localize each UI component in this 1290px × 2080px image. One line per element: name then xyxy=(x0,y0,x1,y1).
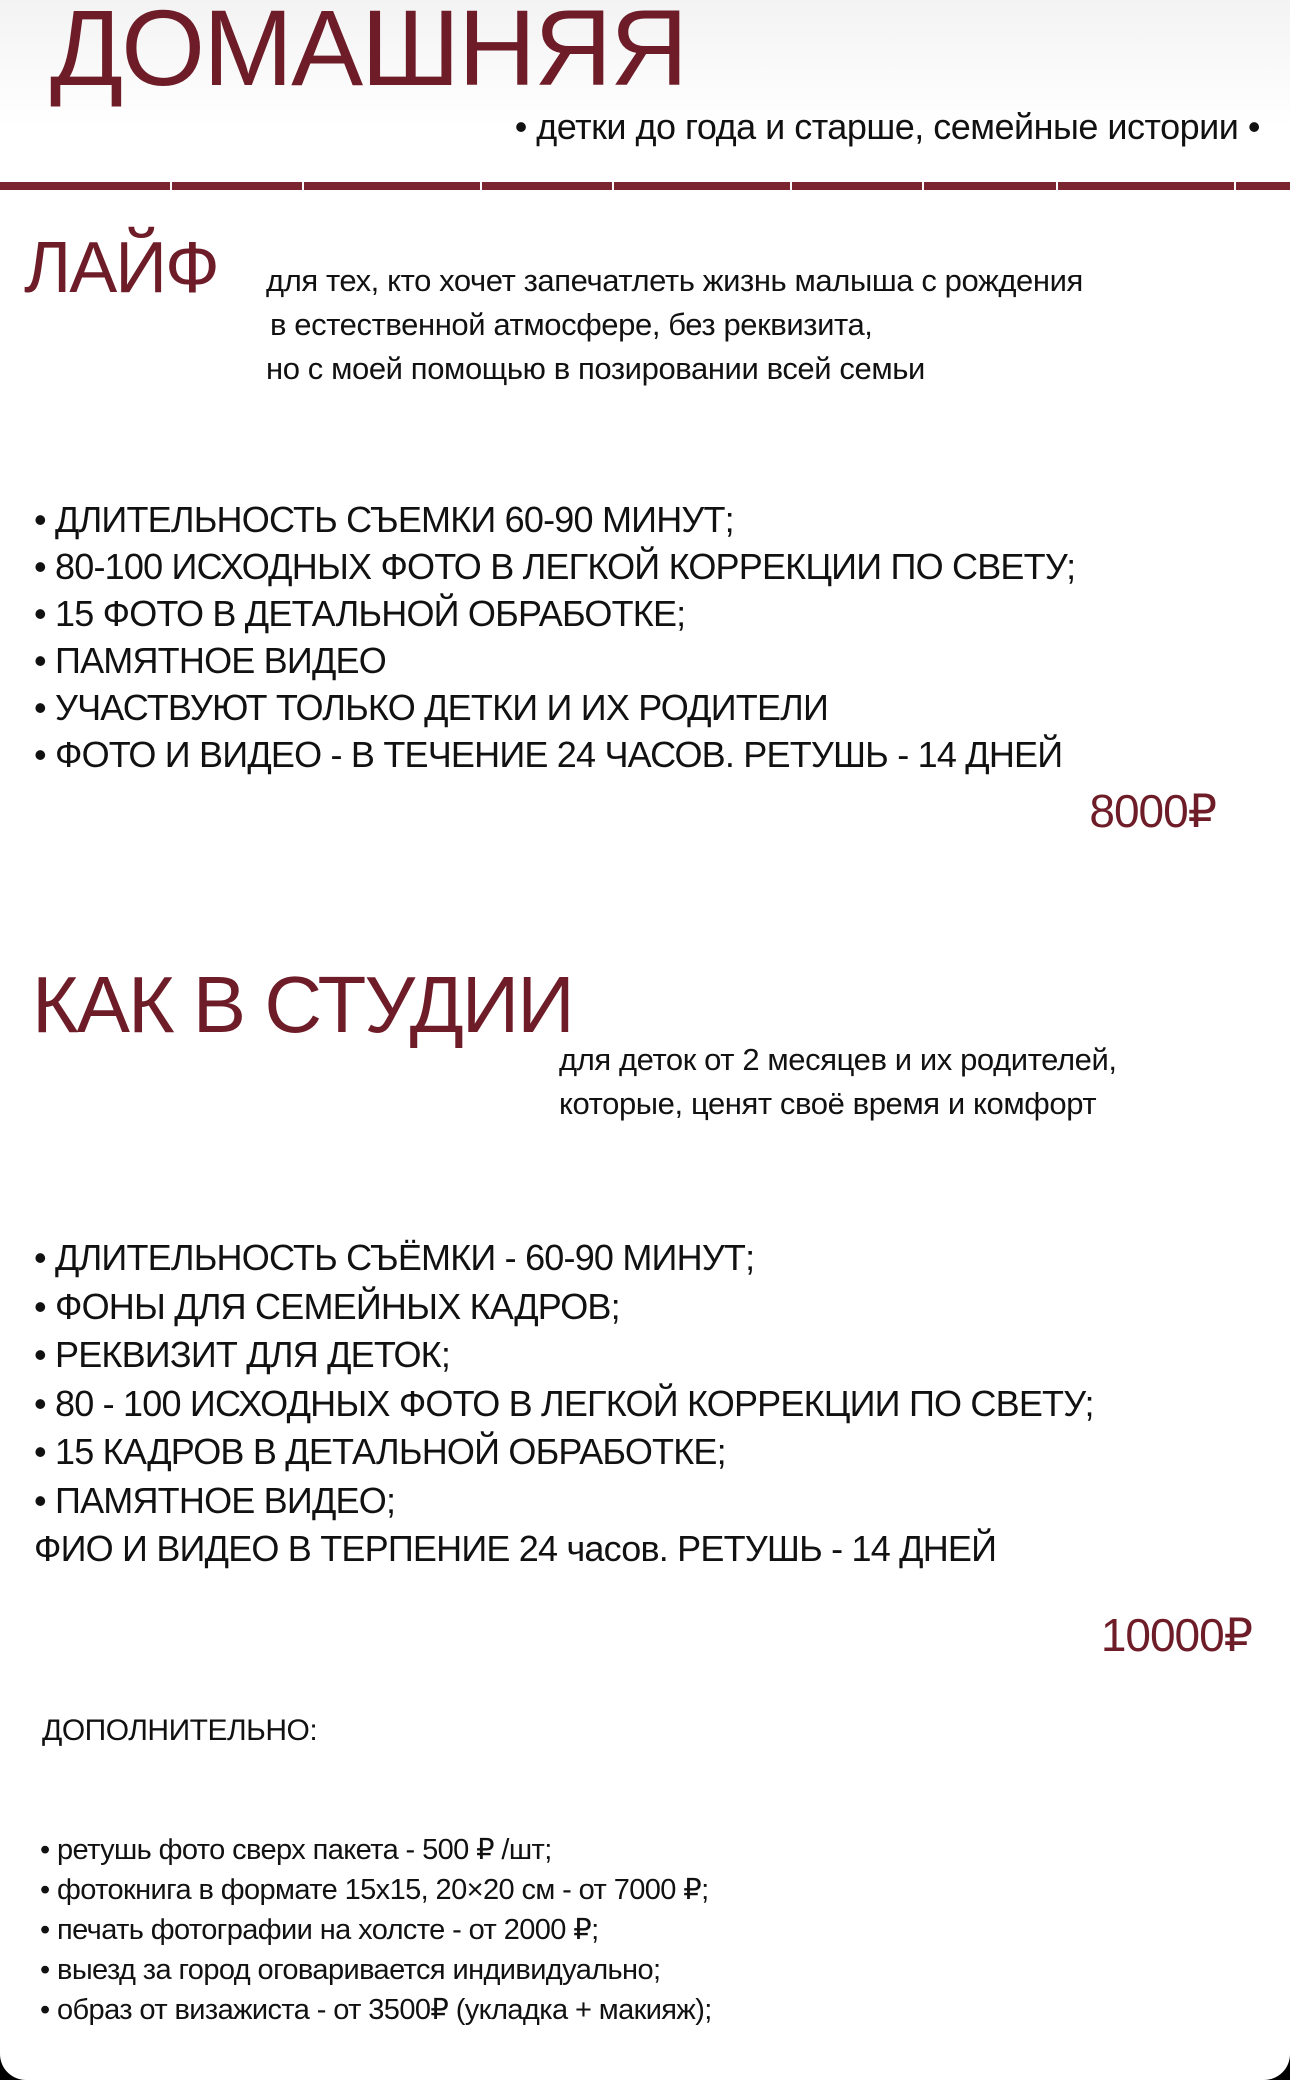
header-divider xyxy=(0,182,1290,190)
list-item: • печать фотографии на холсте - от 2000 ₽; xyxy=(40,1914,599,1946)
studio-description-line: которые, ценят своё время и комфорт xyxy=(559,1086,1097,1121)
life-description-line: в естественной атмосфере, без реквизита, xyxy=(270,307,873,342)
list-item: • УЧАСТВУЮТ ТОЛЬКО ДЕТКИ И ИХ РОДИТЕЛИ xyxy=(34,687,829,728)
life-description-line: для тех, кто хочет запечатлеть жизнь малыша с рождения xyxy=(266,263,1083,298)
list-item: • ФОНЫ ДЛЯ СЕМЕЙНЫХ КАДРОВ; xyxy=(34,1285,620,1327)
studio-title: КАК В СТУДИИ xyxy=(32,960,573,1049)
life-description xyxy=(266,259,1083,391)
life-price: 8000₽ xyxy=(1089,785,1216,837)
page-subtitle: • детки до года и старше, семейные истории • xyxy=(514,106,1260,147)
list-item: • 80-100 ИСХОДНЫХ ФОТО В ЛЕГКОЙ КОРРЕКЦИИ ПО СВЕТУ; xyxy=(34,546,1076,587)
studio-description-line: для деток от 2 месяцев и их родителей, xyxy=(559,1042,1117,1077)
extras-list xyxy=(40,1830,712,2030)
life-features-list xyxy=(34,496,1075,778)
list-item: ФИО И ВИДЕО В ТЕРПЕНИЕ 24 часов. РЕТУШЬ - 14 ДНЕЙ xyxy=(34,1528,997,1569)
page-title: ДОМАШНЯЯ xyxy=(50,0,687,108)
studio-price: 10000₽ xyxy=(1100,1609,1252,1661)
screen-corner xyxy=(0,2054,26,2080)
extras-title: ДОПОЛНИТЕЛЬНО: xyxy=(42,1714,318,1747)
list-item: • ФОТО И ВИДЕО - В ТЕЧЕНИЕ 24 ЧАСОВ. РЕТУШЬ - 14 ДНЕЙ xyxy=(34,734,1063,775)
studio-description xyxy=(559,1038,1117,1126)
list-item: • РЕКВИЗИТ ДЛЯ ДЕТОК; xyxy=(34,1334,451,1375)
list-item: • ПАМЯТНОЕ ВИДЕО xyxy=(34,640,386,681)
list-item: • ретушь фото сверх пакета - 500 ₽ /шт; xyxy=(40,1834,552,1866)
list-item: • выезд за город оговаривается индивидуально; xyxy=(40,1954,661,1986)
list-item: • фотокнига в формате 15х15, 20×20 см - от 7000 ₽; xyxy=(40,1874,709,1906)
life-title: ЛАЙФ xyxy=(24,228,218,308)
list-item: • 15 КАДРОВ В ДЕТАЛЬНОЙ ОБРАБОТКЕ; xyxy=(34,1431,726,1472)
list-item: • ДЛИТЕЛЬНОСТЬ СЪЕМКИ 60-90 МИНУТ; xyxy=(34,499,734,540)
studio-features-list xyxy=(34,1234,1094,1574)
list-item: • 80 - 100 ИСХОДНЫХ ФОТО В ЛЕГКОЙ КОРРЕКЦИИ ПО СВЕТУ; xyxy=(34,1382,1094,1424)
screen-corner xyxy=(1264,2054,1290,2080)
list-item: • образ от визажиста - от 3500₽ (укладка + макияж); xyxy=(40,1994,712,2026)
list-item: • ПАМЯТНОЕ ВИДЕО; xyxy=(34,1479,396,1521)
list-item: • ДЛИТЕЛЬНОСТЬ СЪЁМКИ - 60-90 МИНУТ; xyxy=(34,1237,755,1278)
life-description-line: но с моей помощью в позировании всей семьи xyxy=(266,351,925,386)
list-item: • 15 ФОТО В ДЕТАЛЬНОЙ ОБРАБОТКЕ; xyxy=(34,593,686,634)
